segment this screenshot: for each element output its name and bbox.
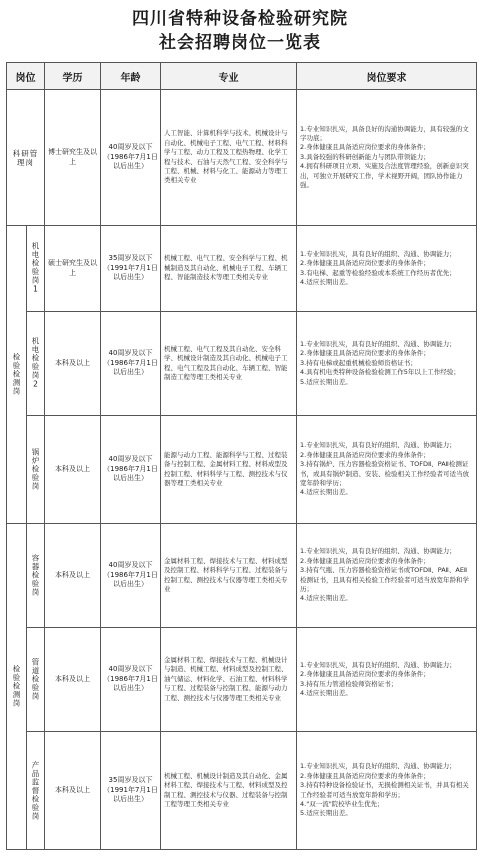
education-cell: 本科及以上	[45, 416, 101, 524]
age-cell: 40周岁及以下（1986年7月1日以后出生）	[101, 524, 161, 628]
group-cell	[7, 90, 45, 226]
requirements-cell	[297, 226, 477, 312]
major-cell: 金属材料工程、焊接技术与工程、机械设计与制造、机械工程、材料成型及控制工程、油气储运、材料化学、石油工程、材料科学与工程、过程装备与控制工程、能源与动力工程、测控技术与仪器等理工类相关专业	[161, 628, 297, 732]
requirement-item: 1.专业知识扎实，具有良好的组织、沟通、协调能力；	[300, 660, 456, 669]
sub-position-cell	[27, 524, 45, 628]
education-cell: 本科及以上	[45, 312, 101, 416]
requirements-cell	[297, 524, 477, 628]
sub-position-cell	[27, 226, 45, 312]
table-row	[7, 524, 477, 628]
header-requirements: 岗位要求	[297, 63, 477, 90]
age-cell: 40周岁及以下（1986年7月1日以后出生）	[101, 312, 161, 416]
requirement-item: 1.专业知识扎实，具有良好的组织、沟通、协调能力；	[300, 762, 456, 771]
requirement-item: 5.适应长期出差。	[300, 377, 352, 386]
requirement-item: 3.持有气瓶、压力容器检验资格证书或TOFDⅡ、PAⅡ、AEⅡ检测证书，且具有相关检验工作经验者可适当放宽年龄和学历；	[300, 566, 469, 593]
table-row	[7, 90, 477, 226]
requirement-item: 2.身体健康且具备适应岗位要求的身体条件；	[300, 771, 430, 780]
sub-position: 容器检验岗	[31, 554, 40, 597]
requirement-item: 4.适应长期出差。	[300, 277, 352, 286]
requirements-cell	[297, 90, 477, 226]
requirement-item: 4.适应长期出差。	[300, 594, 352, 603]
requirement-item: 2.身体健康且具备适应岗位要求的身体条件；	[300, 143, 430, 152]
requirement-item: 5.适应长期出差。	[300, 809, 352, 818]
requirement-item: 1.专业知识扎实，具有良好的组织、沟通、协调能力；	[300, 441, 456, 450]
requirements-cell	[297, 732, 477, 850]
age-cell: 40周岁及以下（1986年7月1日以后出生）	[101, 628, 161, 732]
header-age: 年龄	[101, 63, 161, 90]
requirement-item: 2.身体健康且具备适应岗位要求的身体条件；	[300, 450, 430, 459]
age-cell: 40周岁及以下（1986年7月1日以后出生）	[101, 90, 161, 226]
requirement-item: 2.身体健康且具备适应岗位要求的身体条件；	[300, 670, 430, 679]
sub-position-cell	[27, 416, 45, 524]
sub-position-cell	[27, 732, 45, 850]
header-education: 学历	[45, 63, 101, 90]
major-cell: 机械工程、电气工程及其自动化、安全科学、机械设计制造及其自动化、机械电子工程、电气工程及其自动化、车辆工程、智能制造工程等理工类相关专业	[161, 312, 297, 416]
group-cell	[7, 226, 27, 524]
education-cell: 本科及以上	[45, 524, 101, 628]
requirement-item: 4.具有机电类特种设备检验检测工作5年以上工作经验；	[300, 368, 460, 377]
sub-position: 管道检验岗	[31, 658, 40, 701]
requirement-item: 3.持有锅炉、压力容器检验资格证书、TOFDⅡ、PAⅡ检测证书，或具有锅炉制造、安装、检验相关工作经验者可适当放宽年龄和学历；	[300, 460, 469, 487]
table-row	[7, 312, 477, 416]
requirements-cell	[297, 312, 477, 416]
sub-position-cell	[27, 628, 45, 732]
requirement-item: 4.拥有科研项目立项、实施及合法度管理经验，创新意识突出，可独立开展研究工作，学术视野开阔，团队协作能力强。	[300, 162, 469, 190]
requirement-item: 4.适应长期出差。	[300, 688, 352, 697]
table-row	[7, 628, 477, 732]
requirement-item: 3.持有特种设备检验证书，无损检测相关证书，并具有相关工作经验者可适当放宽年龄和学历；	[300, 781, 469, 799]
requirement-item: 3.具备较强的科研创新能力与团队带领能力；	[300, 152, 430, 161]
requirement-item: 3.持有电梯或起重机械检验师资格证书；	[300, 358, 417, 367]
age-cell: 40周岁及以下（1986年7月1日以后出生）	[101, 416, 161, 524]
requirement-item: 3.有电梯、起重等检验经验或本系统工作经历者优先；	[300, 268, 456, 277]
major-cell: 人工智能、计算机科学与技术、机械设计与自动化、机械电子工程、电气工程、材料科学与工程、动力工程及工程热物理、化学工程与技术、石油与天然气工程、安全科学与工程、机械、材料与化工、能源动力等理工类相关专业	[161, 90, 297, 226]
requirement-item: 1.专业知识扎实，具备良好的沟通协调能力，具有较强的文字功底；	[300, 124, 469, 142]
requirement-item: 1.专业知识扎实，具有良好的组织、沟通、协调能力；	[300, 339, 456, 348]
header-position: 岗位	[7, 63, 45, 90]
education-cell: 本科及以上	[45, 732, 101, 850]
requirement-item: 1.专业知识扎实，具有良好的组织、沟通、协调能力；	[300, 249, 456, 258]
major-cell: 机械工程、机械设计制造及其自动化、金属材料工程、焊接技术与工程、材料成型及控制工程、测控技术与仪器、过程装备与控制工程等理工类相关专业	[161, 732, 297, 850]
requirement-item: 1.专业知识扎实，具有良好的组织、沟通、协调能力；	[300, 547, 456, 556]
sub-position: 机电检验岗2	[31, 337, 40, 390]
age-cell: 35周岁及以下（1991年7月1日以后出生）	[101, 226, 161, 312]
group-inspection-2: 检验检测岗	[12, 665, 21, 708]
requirement-item: 3.持有压力管道检验师资格证书；	[300, 679, 398, 688]
table-row	[7, 226, 477, 312]
requirements-cell	[297, 628, 477, 732]
group-cell	[7, 524, 27, 850]
document-title-line2: 社会招聘岗位一览表	[159, 33, 321, 53]
table-row	[7, 416, 477, 524]
sub-position: 机电检验岗1	[31, 242, 40, 295]
sub-position: 锅炉检验岗	[31, 448, 40, 491]
requirement-item: 2.身体健康且具备适应岗位要求的身体条件；	[300, 349, 430, 358]
requirement-item: 4."双一流"院校毕业生优先；	[300, 799, 384, 808]
major-cell: 金属材料工程、焊接技术与工程、材料成型及控制工程、材料科学与工程、过程装备与控制工程、测控技术与仪器等理工类相关专业	[161, 524, 297, 628]
requirement-item: 2.身体健康且具备适应岗位要求的身体条件；	[300, 259, 430, 268]
group-inspection-1: 检验检测岗	[12, 353, 21, 396]
group-research: 科研管理岗	[12, 148, 39, 167]
sub-position: 产品监督检验岗	[31, 760, 40, 821]
positions-table	[6, 62, 477, 850]
document-title-line1: 四川省特种设备检验研究院	[132, 9, 348, 29]
requirement-item: 2.身体健康且具备适应岗位要求的身体条件；	[300, 556, 430, 565]
age-cell: 35周岁及以下（1991年7月1日以后出生）	[101, 732, 161, 850]
header-major: 专业	[161, 63, 297, 90]
education-cell: 硕士研究生及以上	[45, 226, 101, 312]
education-cell: 博士研究生及以上	[45, 90, 101, 226]
sub-position-cell	[27, 312, 45, 416]
requirements-cell	[297, 416, 477, 524]
major-cell: 能源与动力工程、能源科学与工程、过程装备与控制工程、金属材料工程、材料成型及控制工程、材料科学与工程、测控技术与仪器等理工类相关专业	[161, 416, 297, 524]
requirement-item: 4.适应长期出差。	[300, 488, 352, 497]
table-header-row	[7, 63, 477, 90]
education-cell: 本科及以上	[45, 628, 101, 732]
table-row	[7, 732, 477, 850]
major-cell: 机械工程、电气工程、安全科学与工程、机械制造及其自动化、机械电子工程、车辆工程、智能制造技术等理工类相关专业	[161, 226, 297, 312]
